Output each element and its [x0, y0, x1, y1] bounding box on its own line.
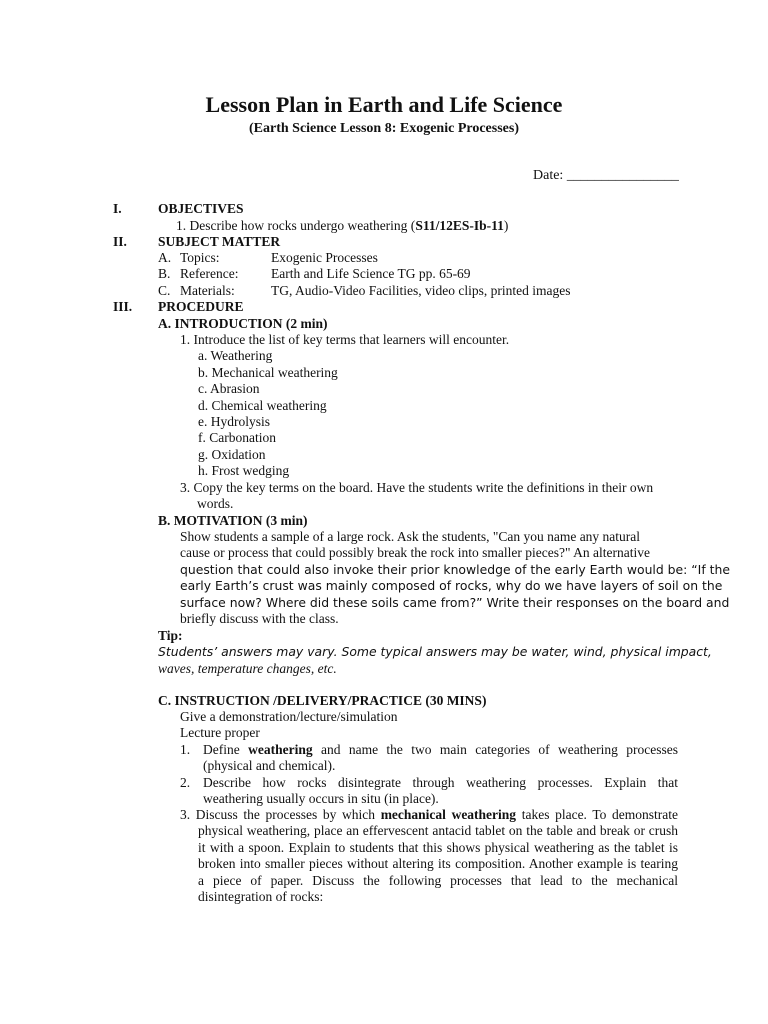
subject-row-label: Reference:: [180, 266, 239, 281]
subject-row-value: TG, Audio-Video Facilities, video clips, printed images: [271, 283, 571, 298]
key-term: g. Oxidation: [198, 447, 266, 462]
instruction-item-3-line: disintegration of rocks:: [198, 889, 324, 904]
key-term: a. Weathering: [198, 348, 273, 363]
instruction-item-1: Define weathering and name the two main categories of weathering processes: [203, 742, 679, 757]
subject-row-value: Exogenic Processes: [271, 250, 378, 265]
instruction-item-3-line: a piece of paper. Discuss the following processes that lead to the mechanical: [198, 873, 678, 888]
subject-row-label: Materials:: [180, 283, 235, 298]
introduction-step-3-cont: words.: [197, 496, 234, 511]
page-subtitle: (Earth Science Lesson 8: Exogenic Processes): [249, 121, 519, 136]
subject-row-letter: C.: [158, 283, 171, 298]
subject-row-letter: A.: [158, 250, 172, 265]
instruction-intro: Give a demonstration/lecture/simulation: [180, 709, 398, 724]
section-numeral-subject: II.: [113, 234, 127, 249]
instruction-heading: C. INSTRUCTION /DELIVERY/PRACTICE (30 MINS): [158, 693, 487, 708]
tip-label: Tip:: [158, 628, 183, 643]
instruction-item-3: 3. Discuss the processes by which mechanical weathering takes place. To demonstrate: [180, 807, 678, 822]
section-numeral-procedure: III.: [113, 299, 133, 314]
subject-row-letter: B.: [158, 266, 171, 281]
motivation-line: Show students a sample of a large rock. Ask the students, "Can you name any natural: [180, 529, 641, 544]
page-title: Lesson Plan in Earth and Life Science: [205, 92, 563, 117]
motivation-heading: B. MOTIVATION (3 min): [158, 513, 308, 528]
key-term: c. Abrasion: [198, 381, 260, 396]
key-term: d. Chemical weathering: [198, 398, 327, 413]
introduction-step-3: 3. Copy the key terms on the board. Have the students write the definitions in their own: [180, 480, 654, 495]
procedure-heading: PROCEDURE: [158, 299, 244, 314]
motivation-line: early Earth’s crust was mainly composed of rocks, why do we have layers of soil on the: [180, 578, 723, 593]
instruction-item-2-cont: weathering usually occurs in situ (in place).: [203, 791, 439, 806]
instruction-item-1-cont: (physical and chemical).: [203, 758, 336, 773]
instruction-item-3-line: physical weathering, place an effervescent antacid tablet on the table and break or crush: [198, 823, 678, 838]
key-term: e. Hydrolysis: [198, 414, 270, 429]
competency-code: S11/12ES-Ib-11: [415, 218, 504, 233]
tip-text: Students’ answers may vary. Some typical answers may be water, wind, physical impact,: [158, 644, 712, 659]
key-term: f. Carbonation: [198, 430, 276, 445]
instruction-item-number: 1.: [180, 742, 191, 757]
subject-matter-heading: SUBJECT MATTER: [158, 234, 281, 249]
motivation-line: briefly discuss with the class.: [180, 611, 339, 626]
instruction-intro: Lecture proper: [180, 725, 260, 740]
introduction-heading: A. INTRODUCTION (2 min): [158, 316, 328, 331]
key-term: b. Mechanical weathering: [198, 365, 338, 380]
motivation-line: cause or process that could possibly break the rock into smaller pieces?" An alternative: [180, 545, 650, 560]
introduction-step-1: 1. Introduce the list of key terms that learners will encounter.: [180, 332, 510, 347]
tip-text: waves, temperature changes, etc.: [158, 661, 337, 676]
date-line: Date: ________________: [533, 168, 679, 183]
instruction-item-2: Describe how rocks disintegrate through weathering processes. Explain that: [203, 775, 678, 790]
section-numeral-objectives: I.: [113, 201, 122, 216]
subject-row-value: Earth and Life Science TG pp. 65-69: [271, 266, 471, 281]
objectives-heading: OBJECTIVES: [158, 201, 244, 216]
motivation-line: question that could also invoke their prior knowledge of the early Earth would be: “If the: [180, 562, 730, 577]
instruction-item-3-line: broken into smaller pieces without altering its composition. Another example is tearing: [198, 856, 678, 871]
instruction-item-number: 2.: [180, 775, 191, 790]
objective-item: 1. Describe how rocks undergo weathering (S11/12ES-Ib-11): [176, 218, 509, 233]
motivation-line: surface now? Where did these soils came from?” Write their responses on the board and: [180, 595, 730, 610]
subject-row-label: Topics:: [180, 250, 220, 265]
key-term: h. Frost wedging: [198, 463, 290, 478]
instruction-item-3-line: it with a spoon. Explain to students that this shows physical weathering as the tablet is: [198, 840, 678, 855]
